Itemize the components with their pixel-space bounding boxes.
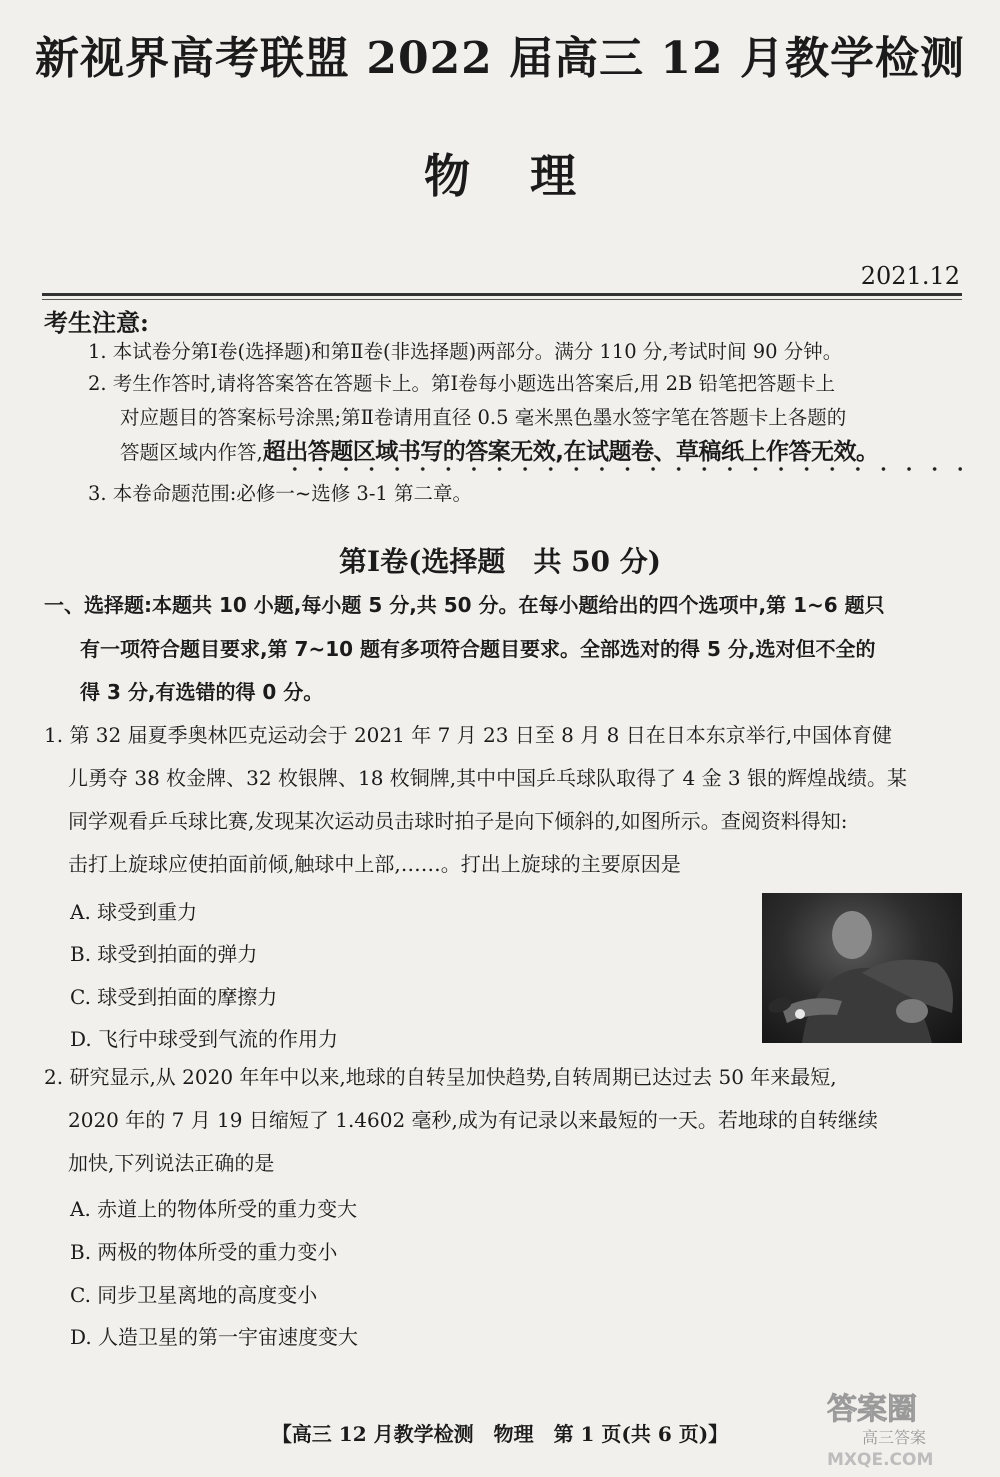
question-1-option-c: C. 球受到拍面的摩擦力 xyxy=(70,985,278,1009)
watermark-logo xyxy=(822,1385,982,1470)
instruction-line: 有一项符合题目要求,第 7~10 题有多项符合题目要求。全部选对的得 5 分,选对但不全的 xyxy=(80,637,876,661)
question-1-option-b: B. 球受到拍面的弹力 xyxy=(70,942,258,966)
question-1-line: 1. 第 32 届夏季奥林匹克运动会于 2021 年 7 月 23 日至 8 月 8 日在日本东京举行,中国体育健 xyxy=(44,723,893,747)
question-1-line: 儿勇夺 38 枚金牌、32 枚银牌、18 枚铜牌,其中中国乒乓球队取得了 4 金 3 银的辉煌战绩。某 xyxy=(68,766,908,790)
watermark-text: 答案圈 xyxy=(827,1392,917,1427)
notice-item: 3. 本卷命题范围:必修一~选修 3-1 第二章。 xyxy=(88,482,473,505)
question-1-option-d: D. 飞行中球受到气流的作用力 xyxy=(70,1027,339,1051)
exam-date: 2021.12 xyxy=(860,262,960,290)
header-rule-thin xyxy=(42,299,962,300)
question-2-option-d: D. 人造卫星的第一宇宙速度变大 xyxy=(70,1325,359,1349)
question-2-line: 加快,下列说法正确的是 xyxy=(68,1151,275,1175)
question-1-option-a: A. 球受到重力 xyxy=(70,900,198,924)
header-rule xyxy=(42,293,962,296)
question-1-line: 击打上旋球应使拍面前倾,触球中上部,……。打出上旋球的主要原因是 xyxy=(68,852,681,876)
question-2-option-c: C. 同步卫星离地的高度变小 xyxy=(70,1283,318,1307)
instruction-line: 得 3 分,有选错的得 0 分。 xyxy=(80,680,324,704)
question-2-option-a: A. 赤道上的物体所受的重力变大 xyxy=(70,1197,358,1221)
notice-text: 答题区域内作答, xyxy=(120,441,263,464)
question-2-line: 2. 研究显示,从 2020 年年中以来,地球的自转呈加快趋势,自转周期已达过去 50 年来最短, xyxy=(44,1065,837,1089)
section-heading: 第Ⅰ卷(选择题 共 50 分) xyxy=(338,545,662,578)
table-tennis-player-image xyxy=(762,893,962,1043)
emphasis-dots xyxy=(282,465,962,473)
watermark-subtext: 高三答案 xyxy=(862,1428,927,1447)
question-2-line: 2020 年的 7 月 19 日缩短了 1.4602 毫秒,成为有记录以来最短的一天。若地球的自转继续 xyxy=(68,1108,878,1132)
exam-title: 新视界高考联盟 2022 届高三 12 月教学检测 xyxy=(35,33,965,84)
notice-item-continued: 对应题目的答案标号涂黑;第Ⅱ卷请用直径 0.5 毫米黑色墨水签字笔在答题卡上各题的 xyxy=(120,406,847,429)
notice-heading: 考生注意: xyxy=(44,308,149,337)
subject-title: 物理 xyxy=(424,149,636,203)
watermark-site: MXQE.COM xyxy=(827,1450,934,1470)
instruction-line: 一、选择题:本题共 10 小题,每小题 5 分,共 50 分。在每小题给出的四个选项中,第 1~6 题只 xyxy=(44,593,885,617)
table-tennis-photo xyxy=(762,893,962,1043)
page-footer: 【高三 12 月教学检测 物理 第 1 页(共 6 页)】 xyxy=(271,1422,729,1446)
notice-emphasis: 超出答题区域书写的答案无效,在试题卷、草稿纸上作答无效。 xyxy=(262,439,879,465)
notice-item: 2. 考生作答时,请将答案答在答题卡上。第Ⅰ卷每小题选出答案后,用 2B 铅笔把答题卡上 xyxy=(88,372,836,395)
notice-item: 1. 本试卷分第Ⅰ卷(选择题)和第Ⅱ卷(非选择题)两部分。满分 110 分,考试时间 90 分钟。 xyxy=(88,340,843,363)
question-2-option-b: B. 两极的物体所受的重力变小 xyxy=(70,1240,338,1264)
question-1-line: 同学观看乒乓球比赛,发现某次运动员击球时拍子是向下倾斜的,如图所示。查阅资料得知: xyxy=(68,809,848,833)
